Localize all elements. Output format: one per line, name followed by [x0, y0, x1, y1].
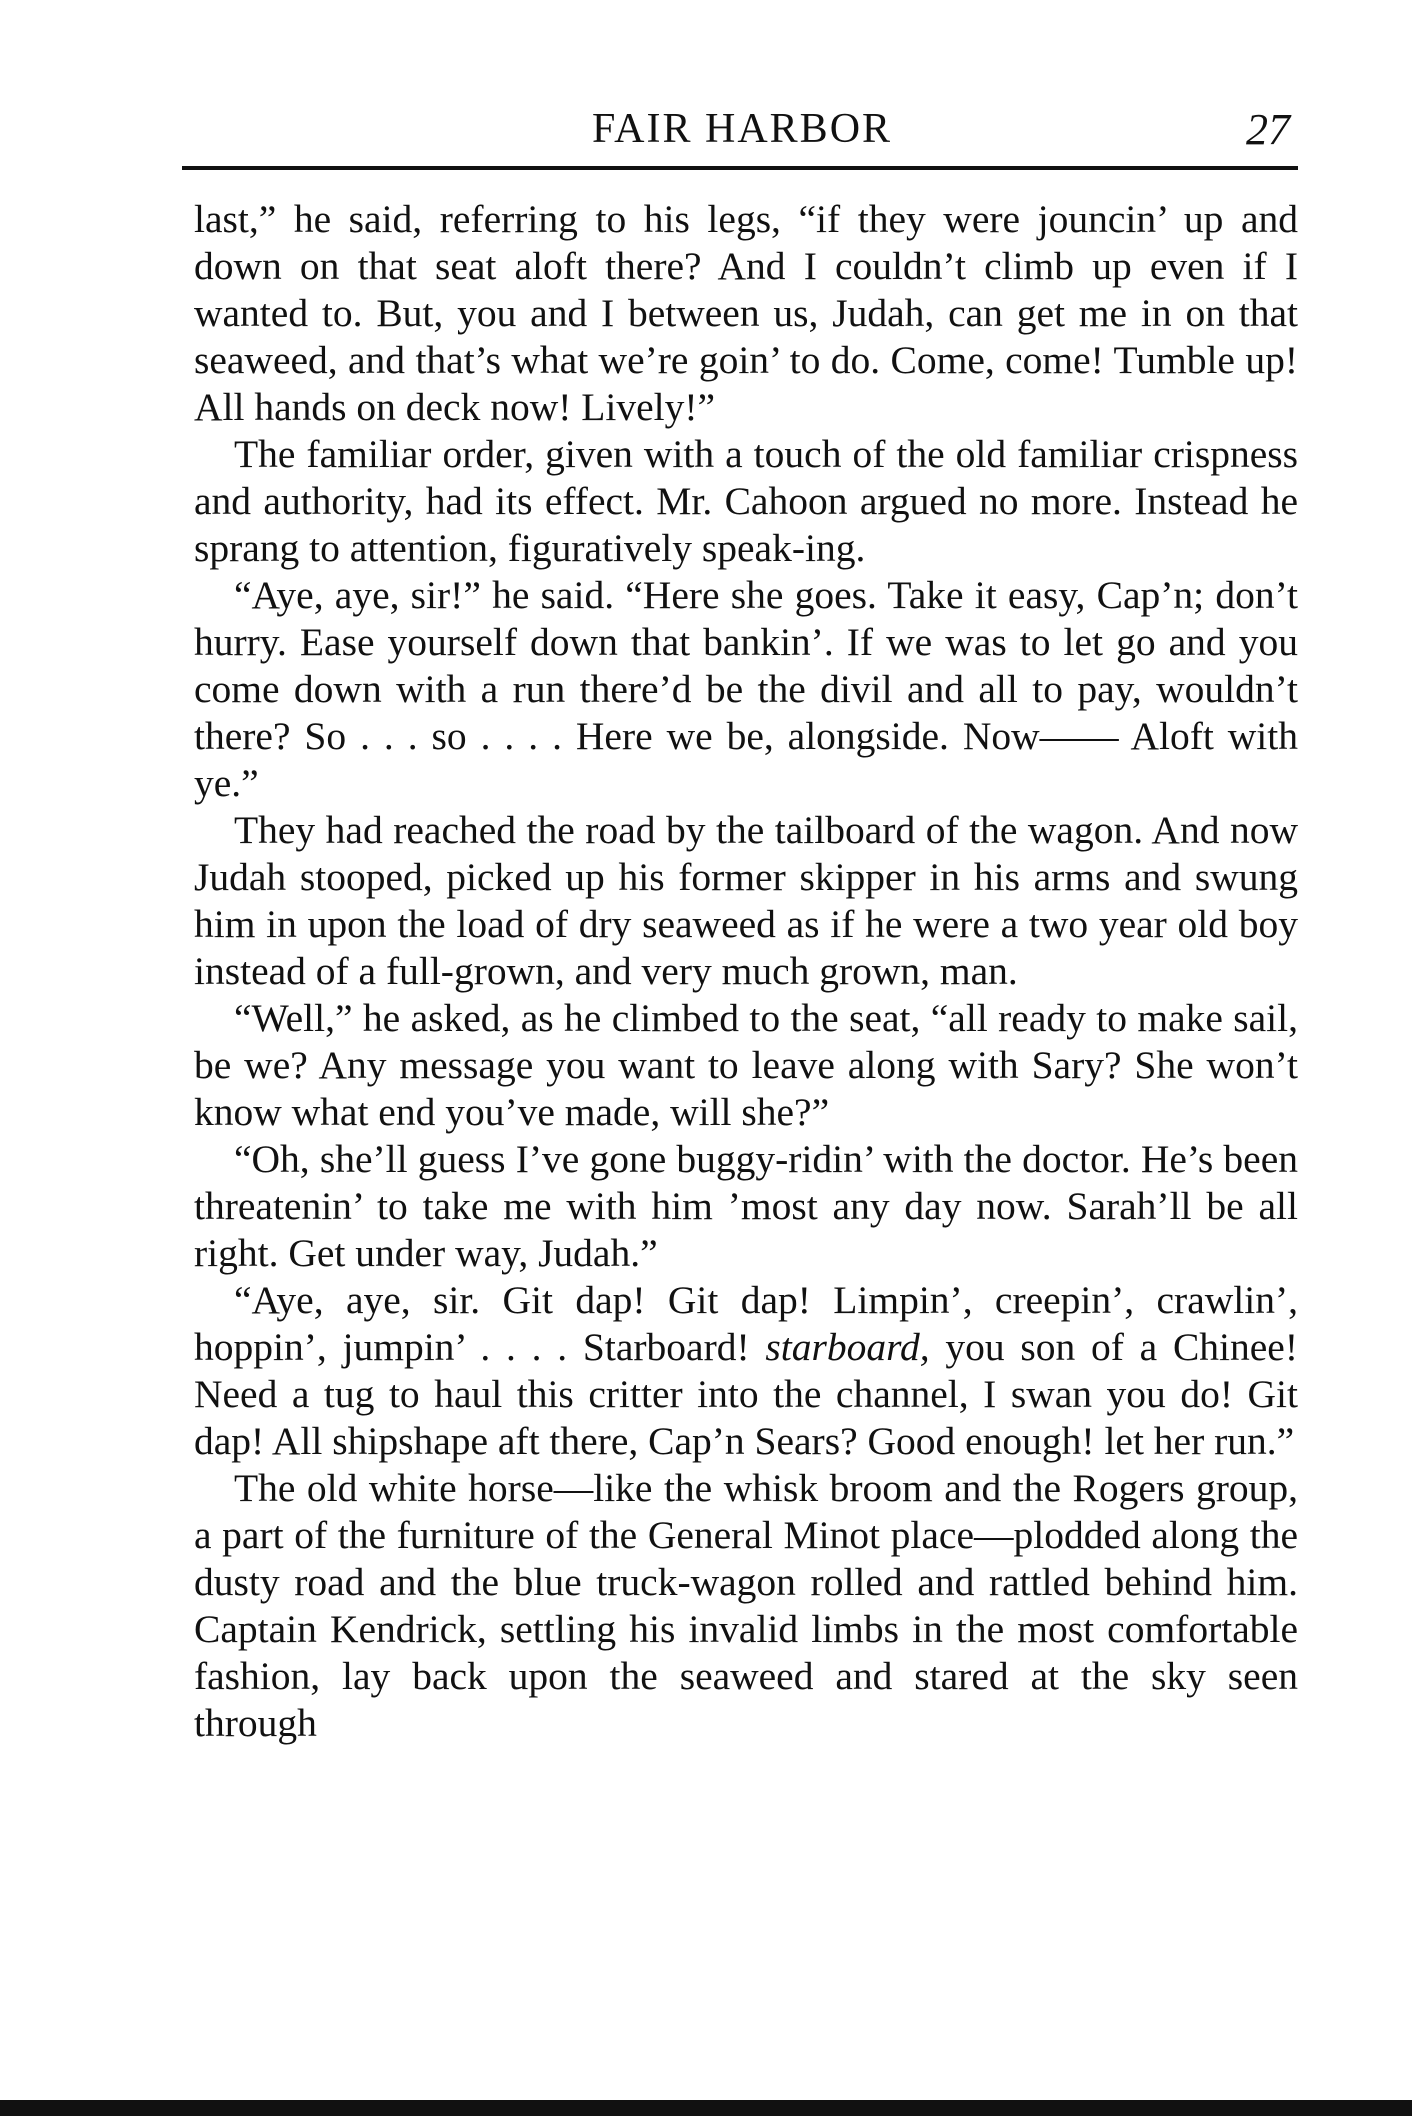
- running-head: FAIR HARBOR: [591, 106, 893, 152]
- paragraph: [194, 431, 1298, 572]
- paragraph-text: The old white horse—like the whisk broom and the Rogers group, a part of the furniture of the General Minot place—plodded along the dusty road and the blue truck-wagon rolled and rattled behind him. Captain Kendrick, settling his invalid limbs in the most comfortable fashion, lay back upon the seaweed and stared at the sky seen through: [194, 1466, 1298, 1745]
- page-number: 27: [1246, 105, 1290, 154]
- paragraph: [194, 196, 1298, 431]
- body-text: [194, 196, 1298, 1747]
- paragraph: [194, 1465, 1298, 1747]
- paragraph: [194, 1277, 1298, 1465]
- paragraph: [194, 572, 1298, 807]
- paragraph-text: “Aye, aye, sir!” he said. “Here she goes. Take it easy, Cap’n; don’t hurry. Ease yourself down that bankin’. If we was to let go and you come down with a run there’d be the divil and all to pay, wouldn’t there? So . . . so . . . . Here we be, alongside. Now—— Aloft with ye.”: [194, 573, 1298, 805]
- scan-edge: [0, 2100, 1412, 2116]
- paragraph-text: “Well,” he asked, as he climbed to the seat, “all ready to make sail, be we? Any message you want to leave along with Sary? She won’t know what end you’ve made, will she?”: [194, 996, 1298, 1134]
- paragraph: [194, 995, 1298, 1136]
- paragraph: [194, 1136, 1298, 1277]
- paragraph-text: “Oh, she’ll guess I’ve gone buggy-ridin’ with the doctor. He’s been threatenin’ to take me with him ’most any day now. Sarah’ll be all right. Get under way, Judah.”: [194, 1137, 1298, 1275]
- paragraph-text: “Aye, aye, sir. Git dap! Git dap! Limpin’, creepin’, crawlin’, hoppin’, jumpin’ . . . . Starboard!: [194, 1278, 1298, 1369]
- paragraph-text: you son of a Chinee! Need a tug to haul this critter into the channel, I swan you do! Git dap! All shipshape aft there, Cap’n Sears? Good enough! let her run.”: [194, 1325, 1298, 1463]
- paragraph-text: last,” he said, referring to his legs, “if they were jouncin’ up and down on that seat aloft there? And I couldn’t climb up even if I wanted to. But, you and I between us, Judah, can get me in on that seaweed, and that’s what we’re goin’ to do. Come, come! Tumble up! All hands on deck now! Lively!”: [194, 197, 1298, 429]
- paragraph-text: They had reached the road by the tailboard of the wagon. And now Judah stooped, picked up his former skipper in his arms and swung him in upon the load of dry seaweed as if he were a two year old boy instead of a full-grown, and very much grown, man.: [194, 808, 1298, 993]
- header-rule: [182, 166, 1298, 170]
- page-header: [186, 104, 1298, 164]
- paragraph-text: The familiar order, given with a touch of the old familiar crispness and authority, had its effect. Mr. Cahoon argued no more. Instead he sprang to attention, figuratively speak-ing.: [194, 432, 1298, 570]
- paragraph: [194, 807, 1298, 995]
- italic-text: starboard,: [765, 1325, 930, 1369]
